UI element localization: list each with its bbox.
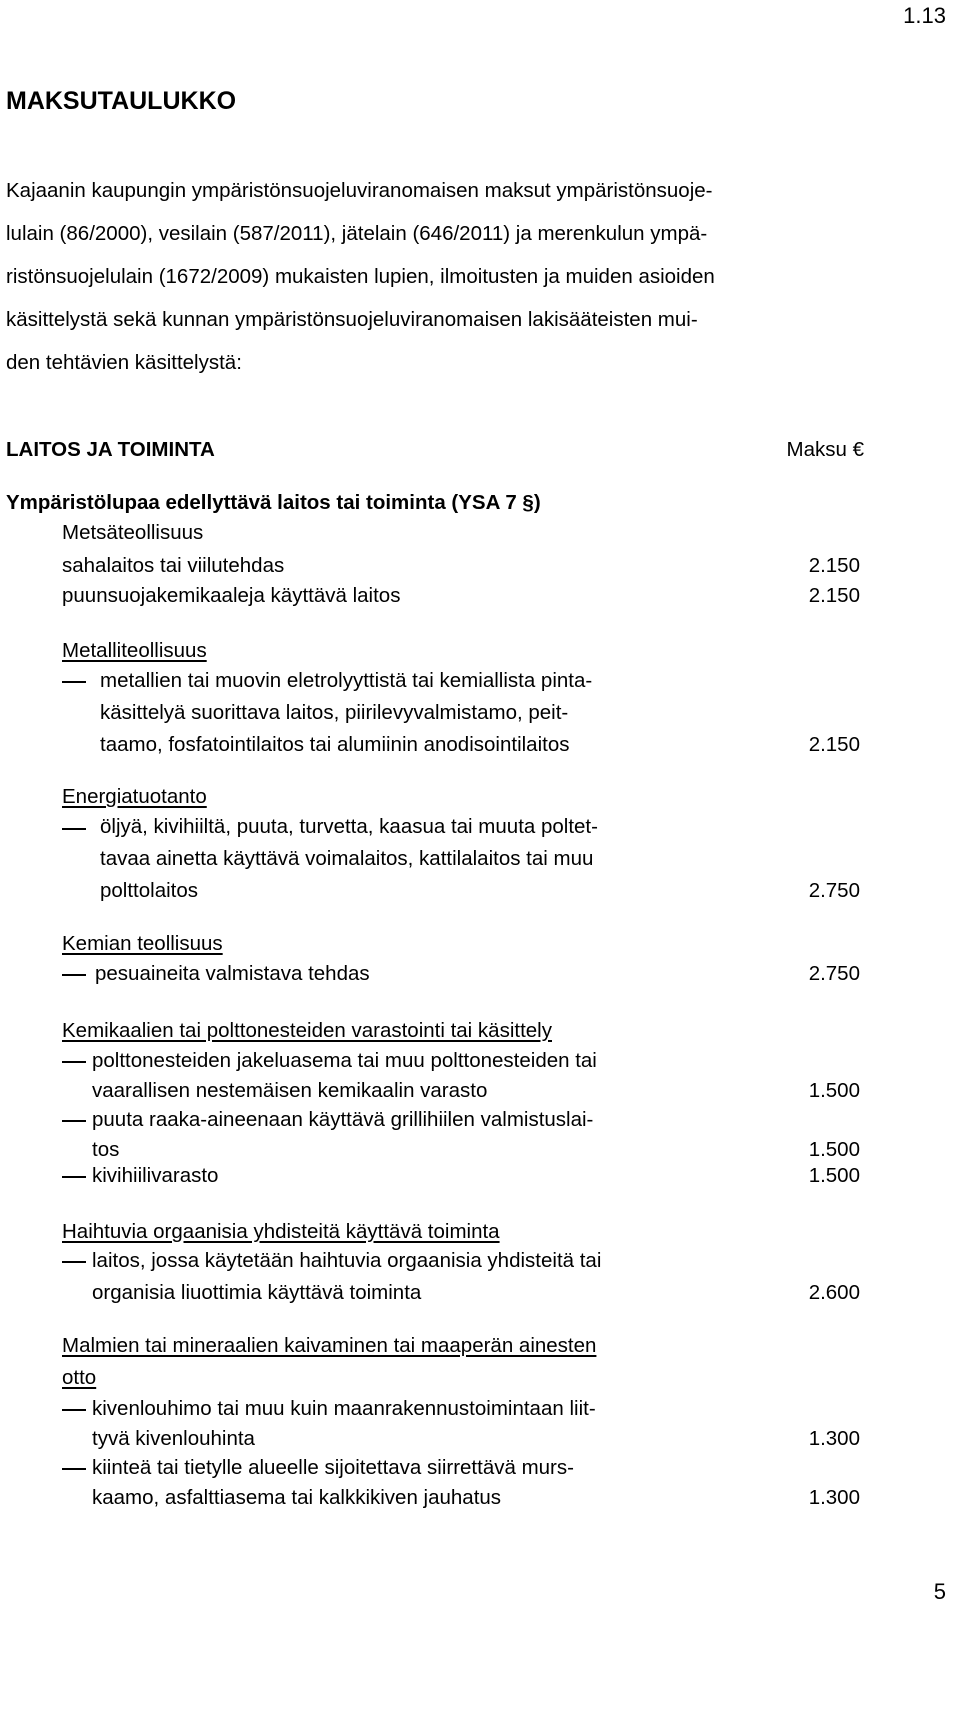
item-text: tos: [92, 1138, 120, 1161]
fee-amount: 2.150: [808, 584, 860, 607]
item-text: kaamo, asfalttiasema tai kalkkikiven jauhatus: [92, 1486, 502, 1509]
item-text: vaarallisen nestemäisen kemikaalin varasto: [92, 1079, 488, 1102]
section-heading: Energiatuotanto: [62, 785, 207, 808]
column-header-activity: LAITOS JA TOIMINTA: [6, 438, 215, 461]
intro-line: käsittelystä sekä kunnan ympäristönsuojeluviranomaisen lakisääteisten mui-: [6, 308, 698, 331]
dash-bullet: [62, 1176, 86, 1178]
item-text: metallien tai muovin eletrolyyttistä tai kemiallista pinta-: [100, 669, 593, 692]
page-number: 5: [933, 1579, 946, 1604]
fee-amount: 1.500: [808, 1164, 860, 1187]
fee-amount: 1.300: [808, 1486, 860, 1509]
section-heading: Haihtuvia orgaanisia yhdisteitä käyttävä toiminta: [62, 1220, 500, 1243]
page-title: MAKSUTAULUKKO: [6, 87, 237, 115]
intro-line: lulain (86/2000), vesilain (587/2011), jätelain (646/2011) ja merenkulun ympä-: [6, 222, 708, 245]
section-heading: Kemikaalien tai polttonesteiden varastointi tai käsittely: [62, 1019, 552, 1042]
dash-bullet: [62, 1120, 86, 1122]
dash-bullet: [62, 1061, 86, 1063]
item-text: tavaa ainetta käyttävä voimalaitos, kattilalaitos tai muu: [100, 847, 594, 870]
item-text: puunsuojakemikaaleja käyttävä laitos: [62, 584, 401, 607]
section-heading: otto: [62, 1366, 97, 1389]
item-text: kiinteä tai tietylle alueelle sijoitettava siirrettävä murs-: [92, 1456, 574, 1479]
fee-amount: 2.750: [808, 879, 860, 902]
item-text: sahalaitos tai viilutehdas: [62, 554, 285, 577]
item-text: pesuaineita valmistava tehdas: [95, 962, 370, 985]
section-heading: Metalliteollisuus: [62, 639, 207, 662]
item-text: kivihiilivarasto: [92, 1164, 219, 1187]
item-text: öljyä, kivihiiltä, puuta, turvetta, kaasua tai muuta poltet-: [100, 815, 598, 838]
item-text: kivenlouhimo tai muu kuin maanrakennustoimintaan liit-: [92, 1397, 596, 1420]
dash-bullet: [62, 1468, 86, 1470]
dash-bullet: [62, 1409, 86, 1411]
fee-amount: 1.500: [808, 1138, 860, 1161]
item-text: käsittelyä suorittava laitos, piirilevyvalmistamo, peit-: [100, 701, 569, 724]
column-header-fee: Maksu €: [786, 438, 864, 461]
intro-line: Kajaanin kaupungin ympäristönsuojeluviranomaisen maksut ympäristönsuoje-: [6, 179, 713, 202]
item-text: tyvä kivenlouhinta: [92, 1427, 255, 1450]
dash-bullet: [62, 974, 86, 976]
subheading: Ympäristölupaa edellyttävä laitos tai toiminta (YSA 7 §): [6, 491, 541, 514]
item-text: organisia liuottimia käyttävä toiminta: [92, 1281, 422, 1304]
item-text: polttonesteiden jakeluasema tai muu polttonesteiden tai: [92, 1049, 597, 1072]
dash-bullet: [62, 828, 86, 830]
fee-amount: 2.150: [808, 733, 860, 756]
item-text: laitos, jossa käytetään haihtuvia orgaanisia yhdisteitä tai: [92, 1249, 602, 1272]
fee-amount: 2.150: [808, 554, 860, 577]
intro-line: den tehtävien käsittelystä:: [6, 351, 242, 374]
section-heading: Kemian teollisuus: [62, 932, 223, 955]
item-text: puuta raaka-aineenaan käyttävä grillihiilen valmistuslai-: [92, 1108, 594, 1131]
fee-amount: 1.300: [808, 1427, 860, 1450]
section-heading: Malmien tai mineraalien kaivaminen tai maaperän ainesten: [62, 1334, 597, 1357]
intro-line: ristönsuojelulain (1672/2009) mukaisten lupien, ilmoitusten ja muiden asioiden: [6, 265, 715, 288]
section-heading: Metsäteollisuus: [62, 521, 204, 544]
fee-amount: 1.500: [808, 1079, 860, 1102]
dash-bullet: [62, 1261, 86, 1263]
item-text: taamo, fosfatointilaitos tai alumiinin anodisointilaitos: [100, 733, 570, 756]
item-text: polttolaitos: [100, 879, 199, 902]
fee-amount: 2.750: [808, 962, 860, 985]
dash-bullet: [62, 681, 86, 683]
section-number: 1.13: [903, 3, 946, 28]
fee-amount: 2.600: [808, 1281, 860, 1304]
